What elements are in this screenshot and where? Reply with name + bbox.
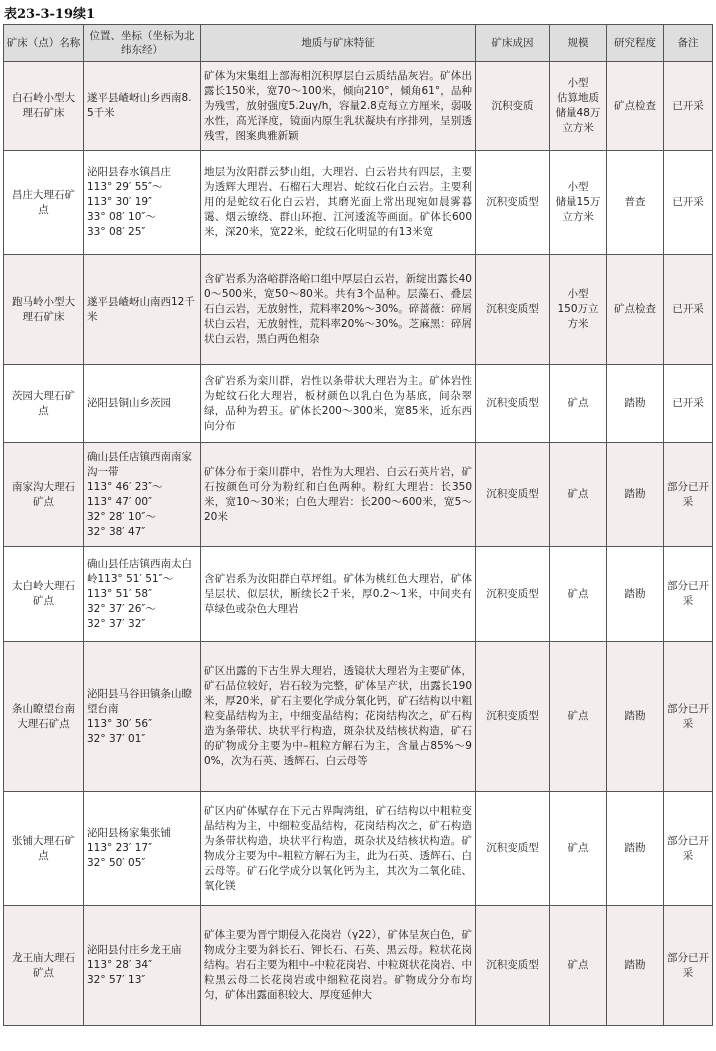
location-line: 32° 37′ 32″ xyxy=(87,617,146,630)
location-line: 33° 08′ 10″～ xyxy=(87,211,156,223)
location-line: 泌阳县付庄乡龙王庙 xyxy=(87,944,182,956)
scale-line: 矿点 xyxy=(567,959,589,971)
cell-study-level: 踏勘 xyxy=(607,642,664,792)
location-line: 113° 30′ 56″ xyxy=(87,717,152,730)
cell-remark: 部分已开采 xyxy=(664,906,713,1026)
location-line: 32° 50′ 05″ xyxy=(87,857,146,869)
location-line: 泌阳县杨家集张铺 xyxy=(87,827,171,839)
cell-deposit-name: 茨园大理石矿点 xyxy=(4,365,84,443)
location-line: 确山县任店镇西南太白岭113° 51′ 51″～ xyxy=(87,557,192,585)
header-study: 研究程度 xyxy=(607,25,664,62)
scale-line: 矿点 xyxy=(567,488,589,500)
cell-scale xyxy=(550,151,607,255)
location-line: 泌阳县铜山乡茨园 xyxy=(87,397,171,409)
header-location: 位置、坐标（坐标为北纬东经） xyxy=(84,25,201,62)
cell-scale xyxy=(550,62,607,151)
cell-study-level: 踏勘 xyxy=(607,443,664,547)
cell-location xyxy=(84,151,201,255)
cell-genesis: 沉积变质型 xyxy=(476,547,550,642)
cell-location xyxy=(84,255,201,365)
cell-location xyxy=(84,547,201,642)
cell-remark: 已开采 xyxy=(664,62,713,151)
location-line: 33° 08′ 25″ xyxy=(87,226,146,238)
cell-deposit-name: 白石岭小型大理石矿床 xyxy=(4,62,84,151)
table-row xyxy=(4,62,713,151)
cell-location xyxy=(84,62,201,151)
scale-line: 小型 xyxy=(567,288,589,300)
table-caption: 表23-3-19续1 xyxy=(4,7,96,22)
cell-location xyxy=(84,792,201,906)
cell-genesis: 沉积变质型 xyxy=(476,255,550,365)
cell-genesis: 沉积变质型 xyxy=(476,151,550,255)
cell-remark: 已开采 xyxy=(664,255,713,365)
cell-geology: 矿区出露的下古生界大理岩，透镜状大理岩为主要矿体，矿石品位较好，岩石较为完整，矿体呈产状，出露长190米，厚20米，矿石主要化学成分氧化钙，矿石结构以中粗粒变晶结构为主，中细变晶结构；花岗结构次之，矿石构造为条带状、块状平行构造，斑杂状及结核状构造，矿石的矿物成分主要为中–粗粒方解石为主，含量占85%～90%，次为石英、透辉石、白云母等 xyxy=(201,642,476,792)
location-line: 遂平县嵖岈山南西12千米 xyxy=(87,295,195,323)
cell-geology: 矿体主要为晋宁期侵入花岗岩（γ22），矿体呈灰白色，矿物成分主要为斜长石、钾长石、石英、黑云母。粒状花岗结构。岩石主要为粗中–中粒花岗岩、中粒斑状花岗岩、中粒黑云母二长花岗岩或中细粒花岗岩。矿物成分分布均匀，矿体出露面积较大、厚度延伸大 xyxy=(201,906,476,1026)
table-row xyxy=(4,792,713,906)
cell-location xyxy=(84,443,201,547)
location-line: 泌阳县马谷田镇条山瞭望台南 xyxy=(87,687,192,715)
cell-deposit-name: 太白岭大理石矿点 xyxy=(4,547,84,642)
cell-genesis: 沉积变质型 xyxy=(476,906,550,1026)
cell-genesis: 沉积变质型 xyxy=(476,792,550,906)
cell-geology: 含矿岩系为洛峪群洛峪口组中厚层白云岩，新绽出露长400～500米，宽50～80米。共有3个品种。层藻石、叠层石白云岩，无放射性，荒料率20%～30%。碎蔷薇：碎屑状白云岩，无放射性，荒料率20%～30%。芝麻黑：碎屑状白云岩，黑白两色相杂 xyxy=(201,255,476,365)
cell-scale xyxy=(550,255,607,365)
cell-study-level: 踏勘 xyxy=(607,365,664,443)
cell-study-level: 踏勘 xyxy=(607,792,664,906)
cell-location xyxy=(84,906,201,1026)
scale-line: 矿点 xyxy=(567,587,589,600)
scale-line: 小型 xyxy=(567,77,589,89)
cell-deposit-name: 跑马岭小型大理石矿床 xyxy=(4,255,84,365)
cell-scale xyxy=(550,642,607,792)
table-row xyxy=(4,255,713,365)
cell-location xyxy=(84,365,201,443)
cell-genesis: 沉积变质 xyxy=(476,62,550,151)
cell-study-level: 普查 xyxy=(607,151,664,255)
location-line: 113° 46′ 23″～ xyxy=(87,480,163,493)
scale-line: 矿点 xyxy=(567,842,589,854)
location-line: 32° 37′ 26″～ xyxy=(87,602,156,615)
header-scale: 规模 xyxy=(550,25,607,62)
table-row xyxy=(4,443,713,547)
cell-genesis: 沉积变质型 xyxy=(476,443,550,547)
cell-geology: 矿体为宋集组上部海相沉积厚层白云质结晶灰岩。矿体出露长150米，宽70～100米，倾向210°，倾角61°，品种为残雪，放射强度5.2uγ/h，容量2.8克每立方厘米，弱吸水性，高光泽度，镜面内原生乳状凝块有序排列，呈别透残雪，图案典雅新颖 xyxy=(201,62,476,151)
table-body xyxy=(4,62,713,1026)
cell-remark: 部分已开采 xyxy=(664,443,713,547)
header-name: 矿床（点）名称 xyxy=(4,25,84,62)
location-line: 32° 38′ 47″ xyxy=(87,525,146,538)
location-line: 32° 37′ 01″ xyxy=(87,732,146,745)
table-row xyxy=(4,906,713,1026)
cell-location xyxy=(84,642,201,792)
scale-line: 估算地质储量48万立方米 xyxy=(555,92,601,134)
cell-remark: 部分已开采 xyxy=(664,547,713,642)
cell-remark: 部分已开采 xyxy=(664,792,713,906)
scale-line: 小型 xyxy=(567,181,589,193)
scale-line: 储量15万立方米 xyxy=(555,196,601,223)
table-row xyxy=(4,365,713,443)
cell-remark: 部分已开采 xyxy=(664,642,713,792)
cell-scale xyxy=(550,443,607,547)
cell-scale xyxy=(550,547,607,642)
cell-geology: 含矿岩系为栾川群，岩性以条带状大理岩为主。矿体岩性为蛇纹石化大理岩，板材颜色以乳白色为基底，间杂翠绿，品种为碧玉。矿体长200～300米，宽85米，近东西向分布 xyxy=(201,365,476,443)
table-row xyxy=(4,151,713,255)
cell-remark: 已开采 xyxy=(664,365,713,443)
cell-scale xyxy=(550,792,607,906)
table-row xyxy=(4,547,713,642)
cell-study-level: 矿点检查 xyxy=(607,255,664,365)
cell-scale xyxy=(550,365,607,443)
header-cause: 矿床成因 xyxy=(476,25,550,62)
cell-geology: 矿体分布于栾川群中，岩性为大理岩、白云石英片岩，矿石按颜色可分为粉红和白色两种。粉红大理岩：长350米，宽10～30米；白色大理岩：长200～600米，宽5～20米 xyxy=(201,443,476,547)
cell-scale xyxy=(550,906,607,1026)
header-geology: 地质与矿床特征 xyxy=(201,25,476,62)
location-line: 113° 29′ 55″～ xyxy=(87,181,163,193)
cell-deposit-name: 龙王庙大理石矿点 xyxy=(4,906,84,1026)
location-line: 32° 28′ 10″～ xyxy=(87,510,156,523)
location-line: 113° 30′ 19″ xyxy=(87,196,152,208)
location-line: 113° 28′ 34″ xyxy=(87,959,152,971)
location-line: 113° 51′ 58″ xyxy=(87,587,152,600)
location-line: 遂平县嵖岈山乡西南8.5千米 xyxy=(87,92,192,119)
cell-geology: 矿区内矿体赋存在下元古界陶湾组，矿石结构以中粗粒变晶结构为主，中细粒变晶结构，花岗结构次之，矿石构造为条带状构造，块状平行构造，斑杂状及结核状构造。矿物成分主要为中–粗粒方解石为主，此为石英、透辉石、白云母等。矿石化学成分以氧化钙为主，其次为二氧化硅、氧化镁 xyxy=(201,792,476,906)
location-line: 113° 47′ 00″ xyxy=(87,495,152,508)
location-line: 113° 23′ 17″ xyxy=(87,842,152,854)
cell-genesis: 沉积变质型 xyxy=(476,642,550,792)
cell-deposit-name: 条山瞭望台南大理石矿点 xyxy=(4,642,84,792)
table-header-row xyxy=(4,25,713,62)
header-note: 备注 xyxy=(664,25,713,62)
cell-deposit-name: 昌庄大理石矿点 xyxy=(4,151,84,255)
cell-study-level: 踏勘 xyxy=(607,547,664,642)
cell-remark: 已开采 xyxy=(664,151,713,255)
cell-geology: 含矿岩系为汝阳群白草坪组。矿体为桃红色大理岩，矿体呈层状、似层状，断续长2千米，厚0.2～1米，中间夹有草绿色或杂色大理岩 xyxy=(201,547,476,642)
cell-deposit-name: 张铺大理石矿点 xyxy=(4,792,84,906)
location-line: 泌阳县春水镇昌庄 xyxy=(87,166,171,178)
scale-line: 150万立方米 xyxy=(557,303,599,330)
location-line: 32° 57′ 13″ xyxy=(87,974,146,986)
table-row xyxy=(4,642,713,792)
deposit-table xyxy=(3,24,713,1026)
cell-study-level: 踏勘 xyxy=(607,906,664,1026)
cell-deposit-name: 南家沟大理石矿点 xyxy=(4,443,84,547)
cell-geology: 地层为汝阳群云梦山组，大理岩、白云岩共有四层，主要为透辉大理岩、石榴石大理岩、蛇纹石化白云岩。主要利用的是蛇纹石化白云岩，其磨光面上常出现宛如晨雾暮霭、烟云缭绕、群山环抱、江河逶流等画面。矿体长600米，深20米，宽22米，蛇纹石化明显的有13米宽 xyxy=(201,151,476,255)
scale-line: 矿点 xyxy=(567,710,589,722)
location-line: 确山县任店镇西南南家沟一带 xyxy=(87,450,192,478)
cell-genesis: 沉积变质型 xyxy=(476,365,550,443)
scale-line: 矿点 xyxy=(567,397,589,409)
cell-study-level: 矿点检查 xyxy=(607,62,664,151)
